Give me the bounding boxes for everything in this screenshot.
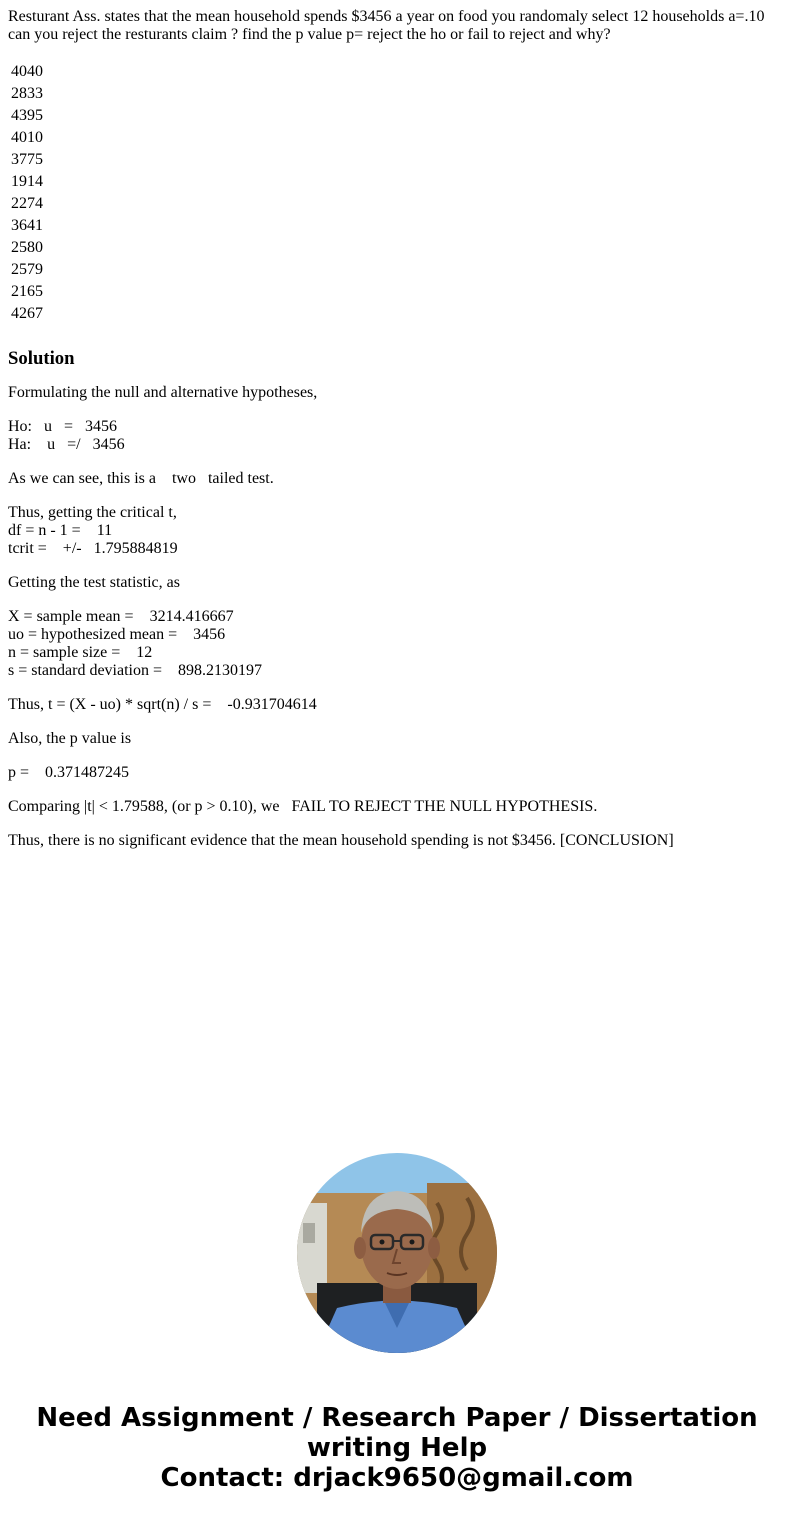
standard-deviation: s = standard deviation = 898.2130197 (8, 662, 263, 679)
data-value-cell: 4395 (11, 107, 43, 124)
solution-heading: Solution (8, 348, 75, 369)
table-row (10, 128, 44, 148)
conclusion-text: Thus, there is no significant evidence that the mean household spending is not $3456. [CONCLUSION] (8, 832, 674, 849)
promo-banner (0, 1403, 794, 1493)
table-row (10, 282, 44, 302)
tailed-text: As we can see, this is a two tailed test. (8, 470, 274, 487)
t-critical: tcrit = +/- 1.795884819 (8, 540, 178, 557)
data-value-cell: 2579 (11, 261, 43, 278)
table-row (10, 194, 44, 214)
table-row (10, 216, 44, 236)
question-text: Resturant Ass. states that the mean household spends $3456 a year on food you randomaly select 12 households a=.10 can you reject the resturants claim ? find the p value p= reject the ho or fail to reject and why? (8, 8, 769, 43)
promo-line-2: writing Help (306, 1433, 488, 1463)
promo-line-1: Need Assignment / Research Paper / Dissertation (36, 1403, 758, 1433)
critical-block (8, 504, 786, 558)
hypotheses-block (8, 418, 786, 454)
data-value-cell: 2165 (11, 283, 43, 300)
data-value-cell: 2580 (11, 239, 43, 256)
table-row (10, 106, 44, 126)
author-photo (297, 1153, 497, 1353)
sample-mean: X = sample mean = 3214.416667 (8, 608, 234, 625)
data-value-cell: 2833 (11, 85, 43, 102)
comparison-text: Comparing |t| < 1.79588, (or p > 0.10), we FAIL TO REJECT THE NULL HYPOTHESIS. (8, 798, 598, 815)
critical-intro: Thus, getting the critical t, (8, 504, 177, 521)
table-row (10, 62, 44, 82)
data-rows (10, 62, 44, 324)
table-row (10, 238, 44, 258)
table-row (10, 304, 44, 324)
data-value-cell: 4267 (11, 305, 43, 322)
formulating-text: Formulating the null and alternative hypotheses, (8, 384, 318, 401)
hypothesized-mean: uo = hypothesized mean = 3456 (8, 626, 226, 643)
t-statistic: Thus, t = (X - uo) * sqrt(n) / s = -0.931704614 (8, 696, 317, 713)
table-row (10, 260, 44, 280)
data-value-cell: 4010 (11, 129, 43, 146)
data-table (8, 60, 46, 326)
table-row (10, 150, 44, 170)
test-stat-intro: Getting the test statistic, as (8, 574, 180, 591)
alternative-hypothesis: Ha: u =/ 3456 (8, 436, 125, 453)
data-value-cell: 1914 (11, 173, 43, 190)
degrees-of-freedom: df = n - 1 = 11 (8, 522, 113, 539)
data-value-cell: 4040 (11, 63, 43, 80)
p-value: p = 0.371487245 (8, 764, 130, 781)
table-row (10, 84, 44, 104)
data-value-cell: 3775 (11, 151, 43, 168)
document-body (8, 8, 786, 850)
statistics-block (8, 608, 786, 680)
data-value-cell: 2274 (11, 195, 43, 212)
data-value-cell: 3641 (11, 217, 43, 234)
table-row (10, 172, 44, 192)
null-hypothesis: Ho: u = 3456 (8, 418, 118, 435)
sample-size: n = sample size = 12 (8, 644, 153, 661)
promo-contact: Contact: drjack9650@gmail.com (160, 1463, 634, 1493)
p-value-intro: Also, the p value is (8, 730, 132, 747)
